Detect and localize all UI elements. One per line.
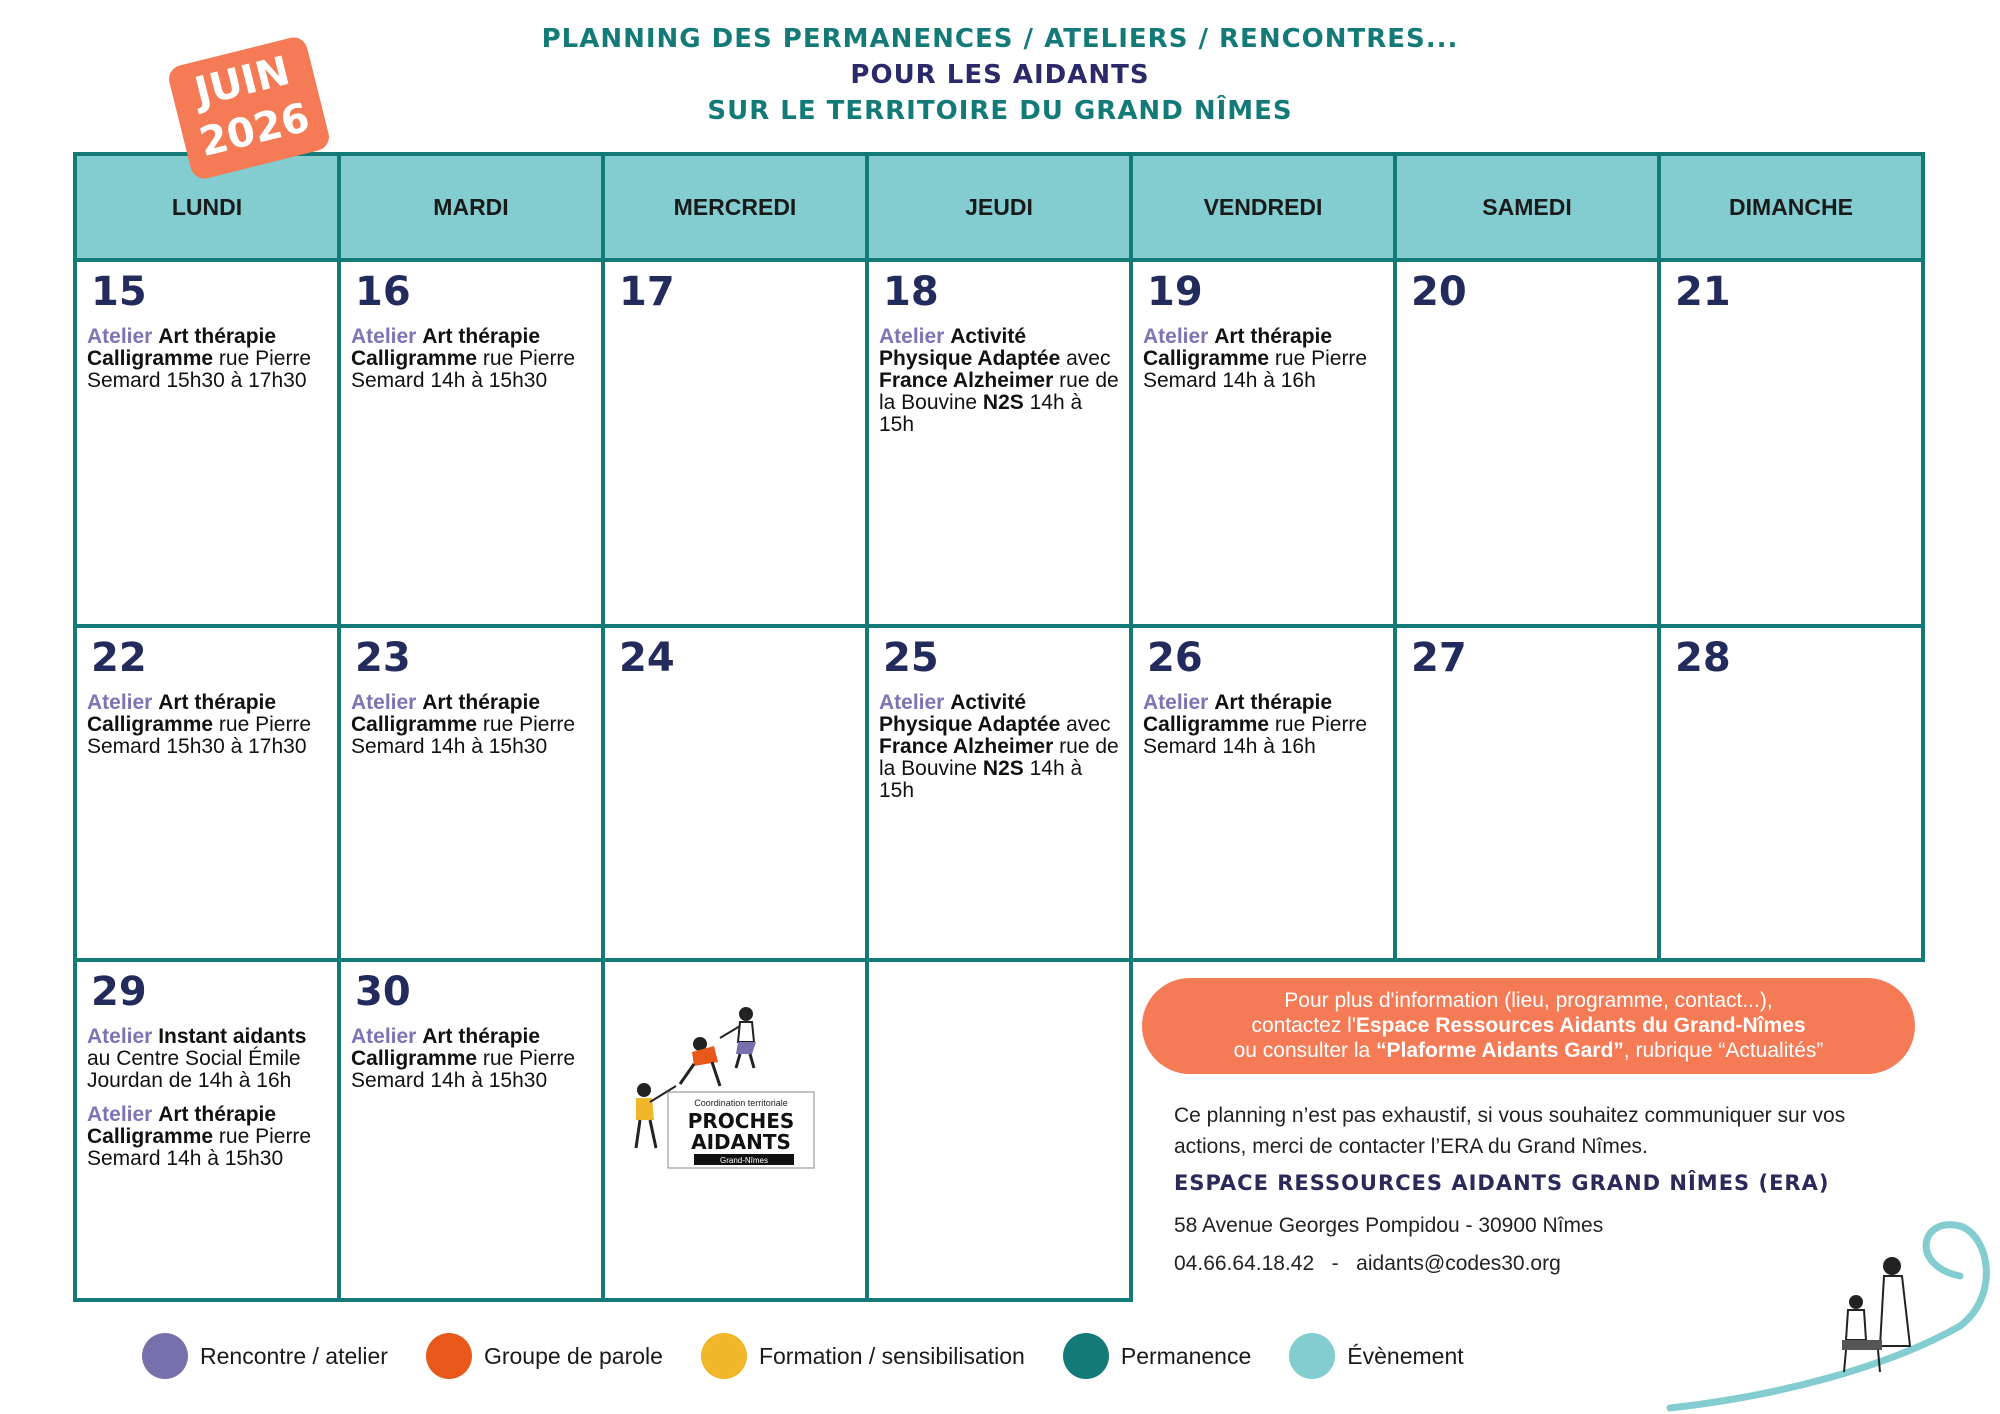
legend-label: Permanence — [1120, 1342, 1252, 1369]
info-line1: Pour plus d'information (lieu, programme, contact...), — [1284, 989, 1773, 1012]
caregivers-illustration — [1660, 1196, 2000, 1414]
day-number: 22 — [91, 635, 147, 681]
day-cell — [1659, 626, 1923, 960]
day-cell — [339, 260, 603, 626]
event-place-code: N2S — [982, 757, 1024, 780]
event-name: Art thérapie Calligramme — [87, 325, 277, 370]
weekday-friday: VENDREDI — [1131, 154, 1395, 260]
day-cell — [603, 260, 867, 626]
email-address[interactable]: aidants@codes30.org — [1356, 1252, 1561, 1275]
info-era-name: Espace Ressources Aidants du Grand-Nîmes — [1355, 1014, 1806, 1037]
day-cell — [1395, 626, 1659, 960]
logo-caption: Coordination territoriale — [694, 1098, 788, 1108]
legend-dot-icon — [426, 1333, 472, 1379]
day-cell — [603, 626, 867, 960]
event-entry — [87, 1026, 327, 1092]
weekday-tuesday: MARDI — [339, 154, 603, 260]
event-type: Atelier — [1143, 691, 1209, 714]
event-details: rue Pierre Semard 15h30 à 17h30 — [87, 347, 312, 392]
event-details: rue Pierre Semard 14h à 16h — [1143, 347, 1368, 392]
event-name: Activité Physique Adaptée — [879, 325, 1061, 370]
weekday-saturday: SAMEDI — [1395, 154, 1659, 260]
day-cell — [75, 260, 339, 626]
event-type: Atelier — [351, 691, 417, 714]
event-entry — [351, 1026, 591, 1092]
event-details: rue Pierre Semard 14h à 15h30 — [351, 347, 576, 392]
contact-separator: - — [1331, 1252, 1339, 1275]
event-details: rue Pierre Semard 14h à 15h30 — [351, 713, 576, 758]
day-number: 17 — [619, 269, 675, 315]
blank-cell — [867, 960, 1131, 1300]
event-entry — [1143, 326, 1383, 392]
event-entry — [1143, 692, 1383, 758]
day-cell — [1659, 260, 1923, 626]
event-place: rue de la Bouvine — [879, 735, 1119, 780]
proches-aidants-logo — [628, 1002, 818, 1182]
legend-item — [701, 1333, 1025, 1379]
day-number: 18 — [883, 269, 939, 315]
weekday-wednesday: MERCREDI — [603, 154, 867, 260]
event-name: Art thérapie Calligramme — [351, 1025, 541, 1070]
event-name: Art thérapie Calligramme — [1143, 691, 1333, 736]
day-cell — [75, 626, 339, 960]
day-cell — [867, 260, 1131, 626]
badge-month: JUIN — [190, 47, 295, 116]
day-number: 25 — [883, 635, 939, 681]
info-line2-text: contactez l' — [1251, 1014, 1356, 1037]
weekday-thursday: JEUDI — [867, 154, 1131, 260]
event-partner: France Alzheimer — [879, 369, 1054, 392]
day-number: 29 — [91, 969, 147, 1015]
event-entry — [87, 1104, 327, 1170]
event-details: rue Pierre Semard 15h30 à 17h30 — [87, 713, 312, 758]
day-number: 23 — [355, 635, 411, 681]
day-cell — [75, 960, 339, 1300]
legend-label: Évènement — [1347, 1342, 1464, 1369]
day-number: 19 — [1147, 269, 1203, 315]
event-entry — [87, 326, 327, 392]
event-type: Atelier — [879, 691, 945, 714]
weekday-sunday: DIMANCHE — [1659, 154, 1923, 260]
event-type: Atelier — [1143, 325, 1209, 348]
day-number: 16 — [355, 269, 411, 315]
event-entry — [351, 326, 591, 392]
event-details: rue Pierre Semard 14h à 15h30 — [87, 1125, 312, 1170]
day-number: 15 — [91, 269, 147, 315]
event-entry — [351, 692, 591, 758]
event-name: Instant aidants — [158, 1025, 307, 1048]
event-type: Atelier — [87, 325, 153, 348]
info-banner — [1142, 978, 1915, 1074]
info-platform-name: “Plaforme Aidants Gard” — [1376, 1039, 1624, 1062]
week-row — [75, 260, 1923, 626]
event-name: Art thérapie Calligramme — [351, 691, 541, 736]
event-time: 14h à 15h — [879, 757, 1083, 802]
legend-item — [1289, 1333, 1463, 1379]
organization-address: 58 Avenue Georges Pompidou - 30900 Nîmes — [1174, 1214, 1604, 1237]
event-type: Atelier — [351, 325, 417, 348]
event-details: rue Pierre Semard 14h à 15h30 — [351, 1047, 576, 1092]
logo-line2: AIDANTS — [691, 1130, 791, 1154]
weekday-header-row — [75, 154, 1923, 260]
logo-line1: PROCHES — [687, 1109, 795, 1133]
header-title-line3: SUR LE TERRITOIRE DU GRAND NÎMES — [707, 96, 1293, 126]
day-number: 20 — [1411, 269, 1467, 315]
event-type: Atelier — [879, 325, 945, 348]
week-row — [75, 626, 1923, 960]
legend-label: Formation / sensibilisation — [758, 1342, 1025, 1369]
day-cell — [339, 626, 603, 960]
phone-number: 04.66.64.18.42 — [1174, 1252, 1315, 1275]
legend-label: Groupe de parole — [483, 1342, 663, 1369]
event-type: Atelier — [87, 1025, 153, 1048]
legend-item — [426, 1333, 663, 1379]
day-number: 24 — [619, 635, 675, 681]
event-name: Activité Physique Adaptée — [879, 691, 1061, 736]
event-entry — [87, 692, 327, 758]
day-cell — [1395, 260, 1659, 626]
event-details: au Centre Social Émile Jourdan de 14h à 16h — [87, 1047, 301, 1092]
logo-place: Grand-Nîmes — [719, 1156, 769, 1165]
event-time: 14h à 15h — [879, 391, 1083, 436]
event-entry — [879, 692, 1119, 802]
event-name: Art thérapie Calligramme — [351, 325, 541, 370]
weekday-monday: LUNDI — [75, 154, 339, 260]
organization-contact — [1174, 1252, 1561, 1276]
event-place-code: N2S — [982, 391, 1024, 414]
day-number: 27 — [1411, 635, 1467, 681]
day-number: 26 — [1147, 635, 1203, 681]
event-place: rue de la Bouvine — [879, 369, 1119, 414]
event-name: Art thérapie Calligramme — [87, 691, 277, 736]
info-line2 — [1142, 1013, 1915, 1038]
organization-name: ESPACE RESSOURCES AIDANTS GRAND NÎMES (ERA) — [1174, 1171, 1830, 1195]
event-type: Atelier — [351, 1025, 417, 1048]
event-type: Atelier — [87, 1103, 153, 1126]
day-cell — [1131, 626, 1395, 960]
day-cell — [339, 960, 603, 1300]
day-number: 28 — [1675, 635, 1731, 681]
event-entry — [879, 326, 1119, 436]
event-name: Art thérapie Calligramme — [87, 1103, 277, 1148]
info-line3-text: ou consulter la — [1233, 1039, 1377, 1062]
header-title-line1: PLANNING DES PERMANENCES / ATELIERS / RENCONTRES... — [541, 24, 1459, 54]
legend-label: Rencontre / atelier — [200, 1342, 388, 1369]
event-with: avec — [1066, 713, 1111, 736]
event-type: Atelier — [87, 691, 153, 714]
header-title-line2: POUR LES AIDANTS — [850, 60, 1150, 90]
info-line3 — [1142, 1038, 1915, 1063]
event-details: rue Pierre Semard 14h à 16h — [1143, 713, 1368, 758]
legend-item — [1063, 1333, 1251, 1379]
info-line3-suffix: , rubrique “Actualités” — [1623, 1039, 1824, 1062]
legend-dot-icon — [1063, 1333, 1109, 1379]
event-name: Art thérapie Calligramme — [1143, 325, 1333, 370]
day-cell — [1131, 260, 1395, 626]
day-number: 21 — [1675, 269, 1731, 315]
day-number: 30 — [355, 969, 411, 1015]
legend-dot-icon — [1289, 1333, 1335, 1379]
event-with: avec — [1066, 347, 1111, 370]
badge-year: 2026 — [194, 94, 315, 167]
day-cell — [867, 626, 1131, 960]
disclaimer-note: Ce planning n’est pas exhaustif, si vous souhaitez communiquer sur vos actions, merci de contacter l’ERA du Grand Nîmes. — [1174, 1104, 1846, 1158]
legend-item — [142, 1333, 388, 1379]
legend-dot-icon — [701, 1333, 747, 1379]
legend-dot-icon — [142, 1333, 188, 1379]
event-partner: France Alzheimer — [879, 735, 1054, 758]
legend — [142, 1333, 1502, 1379]
